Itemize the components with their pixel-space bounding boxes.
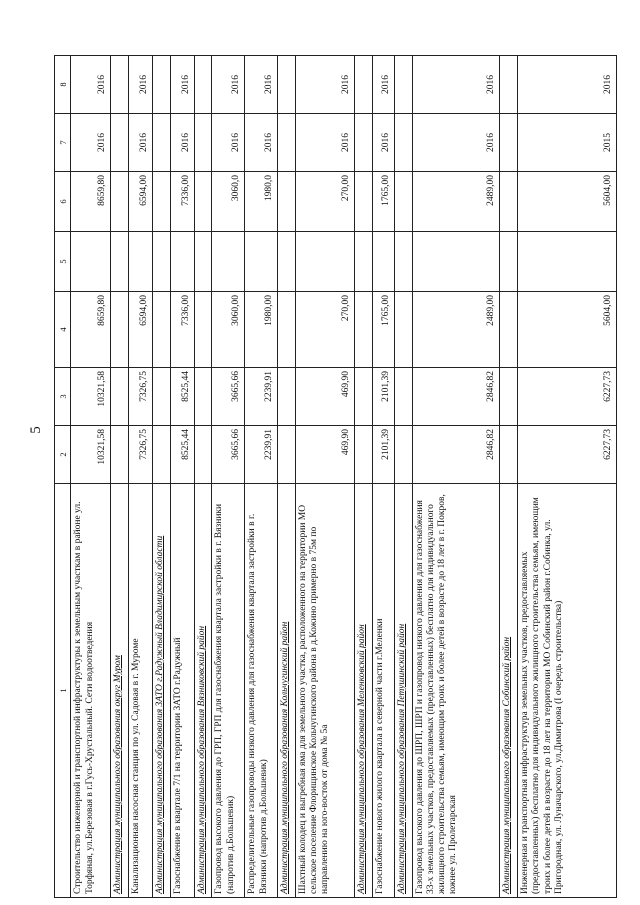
- empty-cell: [355, 56, 373, 114]
- amount-cell-c2: 7326,75: [128, 426, 152, 484]
- admin-section-row: [194, 56, 212, 898]
- empty-cell: [194, 368, 212, 426]
- amount-cell-c3: 10321,58: [71, 368, 110, 426]
- empty-cell: [110, 114, 128, 172]
- empty-cell: [110, 426, 128, 484]
- amount-cell-c3: 2239,91: [245, 368, 278, 426]
- empty-cell: [355, 114, 373, 172]
- empty-cell: [500, 172, 518, 232]
- amount-cell-c3: 2846,82: [412, 368, 500, 426]
- amount-cell-c3: 3665,66: [212, 368, 245, 426]
- empty-cell: [194, 232, 212, 292]
- year-cell-c7: 2016: [170, 114, 194, 172]
- empty-cell: [152, 56, 170, 114]
- empty-cell: [500, 368, 518, 426]
- year-cell-c7: 2016: [296, 114, 355, 172]
- empty-cell: [152, 114, 170, 172]
- project-title: Газоснабжение нового жилого квартала в северной части г.Меленки: [373, 484, 395, 898]
- project-title: Газопровод высокого давления до ГРП, ГРП для газоснабжения квартала застройки в г. Вязники (напротив д.Большевик): [212, 484, 245, 898]
- column-header-2: 2: [55, 426, 71, 484]
- empty-cell: [152, 292, 170, 368]
- empty-cell: [194, 56, 212, 114]
- amount-cell-c4: 1980,00: [245, 292, 278, 368]
- admin-section-row: [500, 56, 518, 898]
- amount-cell-c4: 3060,00: [212, 292, 245, 368]
- amount-cell-c6: 270,00: [296, 172, 355, 232]
- column-header-8: 8: [55, 56, 71, 114]
- amount-cell-c2: 8525,44: [170, 426, 194, 484]
- amount-cell-c2: 2101,39: [373, 426, 395, 484]
- amount-cell-c2: 6227,73: [518, 426, 617, 484]
- year-cell-c8: 2016: [212, 56, 245, 114]
- project-row: [212, 56, 245, 898]
- amount-cell-c4: 6594,00: [128, 292, 152, 368]
- amount-cell-c2: 10321,58: [71, 426, 110, 484]
- empty-cell: [355, 172, 373, 232]
- empty-cell: [194, 114, 212, 172]
- project-row: [518, 56, 617, 898]
- empty-cell: [110, 172, 128, 232]
- empty-cell: [394, 368, 412, 426]
- empty-cell: [278, 56, 296, 114]
- amount-cell-c5: [518, 232, 617, 292]
- empty-cell: [110, 56, 128, 114]
- amount-cell-c6: 1765,00: [373, 172, 395, 232]
- admin-section-title: Администрация муниципального образования Кольчугинский район: [278, 484, 296, 898]
- rotated-table-area: [54, 56, 617, 898]
- empty-cell: [194, 172, 212, 232]
- column-header-4: 4: [55, 292, 71, 368]
- column-header-1: 1: [55, 484, 71, 898]
- amount-cell-c5: [373, 232, 395, 292]
- column-header-5: 5: [55, 232, 71, 292]
- empty-cell: [500, 56, 518, 114]
- column-header-6: 6: [55, 172, 71, 232]
- amount-cell-c6: 6594,00: [128, 172, 152, 232]
- admin-section-row: [278, 56, 296, 898]
- year-cell-c8: 2016: [296, 56, 355, 114]
- year-cell-c7: 2016: [245, 114, 278, 172]
- admin-section-row: [355, 56, 373, 898]
- project-row: [296, 56, 355, 898]
- empty-cell: [152, 172, 170, 232]
- empty-cell: [278, 292, 296, 368]
- rotated-table-content: [54, 56, 617, 898]
- amount-cell-c5: [245, 232, 278, 292]
- amount-cell-c6: 2489,00: [412, 172, 500, 232]
- empty-cell: [152, 232, 170, 292]
- empty-cell: [394, 114, 412, 172]
- project-title: Канализационная насосная станция по ул. Садовая в г. Муроме: [128, 484, 152, 898]
- empty-cell: [152, 368, 170, 426]
- amount-cell-c3: 7326,75: [128, 368, 152, 426]
- admin-section-row: [394, 56, 412, 898]
- admin-section-title: Администрация муниципального образования округ Муром: [110, 484, 128, 898]
- admin-section-title: Администрация муниципального образования Собинский район: [500, 484, 518, 898]
- project-row: [245, 56, 278, 898]
- year-cell-c8: 2016: [71, 56, 110, 114]
- financing-table: [54, 55, 617, 898]
- amount-cell-c5: [212, 232, 245, 292]
- empty-cell: [394, 426, 412, 484]
- empty-cell: [394, 232, 412, 292]
- year-cell-c7: 2016: [128, 114, 152, 172]
- amount-cell-c6: 3060,0: [212, 172, 245, 232]
- empty-cell: [278, 172, 296, 232]
- empty-cell: [110, 292, 128, 368]
- project-title: Шахтный колодец и выгребная яма для земельного участка, расположенного на территории МО сельское поселение Флорищинское Кольчугинского района в д.Кожино примерно в 75м по направлению на юго-восток от дома № 5а: [296, 484, 355, 898]
- year-cell-c7: 2016: [412, 114, 500, 172]
- admin-section-title: Администрация муниципального образования Меленковский район: [355, 484, 373, 898]
- year-cell-c8: 2016: [170, 56, 194, 114]
- header-row: [55, 56, 71, 898]
- empty-cell: [355, 368, 373, 426]
- project-title: Распределительные газопроводы низкого давления для газоснабжения квартала застройки в г. Вязники (напротив д.Большевик): [245, 484, 278, 898]
- admin-section-row: [152, 56, 170, 898]
- page-number: 5: [28, 426, 44, 434]
- empty-cell: [500, 426, 518, 484]
- amount-cell-c4: 1765,00: [373, 292, 395, 368]
- amount-cell-c2: 469,90: [296, 426, 355, 484]
- empty-cell: [110, 368, 128, 426]
- project-row: [170, 56, 194, 898]
- amount-cell-c3: 6227,73: [518, 368, 617, 426]
- amount-cell-c4: 8659,80: [71, 292, 110, 368]
- amount-cell-c2: 2846,82: [412, 426, 500, 484]
- amount-cell-c2: 2239,91: [245, 426, 278, 484]
- amount-cell-c3: 8525,44: [170, 368, 194, 426]
- project-row: [128, 56, 152, 898]
- project-row: [71, 56, 110, 898]
- amount-cell-c5: [296, 232, 355, 292]
- amount-cell-c5: [170, 232, 194, 292]
- empty-cell: [278, 426, 296, 484]
- amount-cell-c6: 1980,0: [245, 172, 278, 232]
- project-title: Инженерная и транспортная инфраструктура земельных участков, предоставляемых (предоставленных) бесплатно для индивидуального жилищного строительства семьям, имеющим троих и более детей в возрасте до 18 лет на территории МО Собинский район г.Собинка, ул. Пригородная, ул. Луначарского, ул.Димитрова (I очередь строительства): [518, 484, 617, 898]
- admin-section-row: [110, 56, 128, 898]
- year-cell-c7: 2016: [71, 114, 110, 172]
- empty-cell: [278, 232, 296, 292]
- empty-cell: [500, 114, 518, 172]
- year-cell-c8: 2016: [412, 56, 500, 114]
- amount-cell-c3: 469,90: [296, 368, 355, 426]
- empty-cell: [394, 292, 412, 368]
- empty-cell: [500, 232, 518, 292]
- project-row: [373, 56, 395, 898]
- amount-cell-c6: 7336,00: [170, 172, 194, 232]
- amount-cell-c3: 2101,39: [373, 368, 395, 426]
- amount-cell-c4: 7336,00: [170, 292, 194, 368]
- year-cell-c7: 2016: [373, 114, 395, 172]
- amount-cell-c6: 5604,00: [518, 172, 617, 232]
- admin-section-title: Администрация муниципального образования ЗАТО г.Радужный Владимирской области: [152, 484, 170, 898]
- empty-cell: [355, 232, 373, 292]
- empty-cell: [394, 56, 412, 114]
- empty-cell: [355, 292, 373, 368]
- empty-cell: [278, 368, 296, 426]
- empty-cell: [194, 292, 212, 368]
- admin-section-title: Администрация муниципального образования Петушинский район: [394, 484, 412, 898]
- amount-cell-c5: [71, 232, 110, 292]
- amount-cell-c4: 270,00: [296, 292, 355, 368]
- empty-cell: [110, 232, 128, 292]
- empty-cell: [278, 114, 296, 172]
- empty-cell: [500, 292, 518, 368]
- column-header-7: 7: [55, 114, 71, 172]
- admin-section-title: Администрация муниципального образования Вязниковский район: [194, 484, 212, 898]
- year-cell-c8: 2016: [245, 56, 278, 114]
- empty-cell: [152, 426, 170, 484]
- empty-cell: [194, 426, 212, 484]
- empty-cell: [394, 172, 412, 232]
- project-title: Газоснабжение в квартале 7/1 на территории ЗАТО г.Радужный: [170, 484, 194, 898]
- year-cell-c7: 2015: [518, 114, 617, 172]
- project-row: [412, 56, 500, 898]
- year-cell-c7: 2016: [212, 114, 245, 172]
- column-header-3: 3: [55, 368, 71, 426]
- empty-cell: [355, 426, 373, 484]
- project-title: Газопровод высокого давления до ШРП, ШРП и газопровод низкого давления для газоснабжения 33-х земельных участков, предоставляемых (предоставленных) бесплатно для индивидуального жилищного строительства семьям, имеющим троих и более детей в возрасте до 18 лет в г. Покров, южнее ул. Пролетарская: [412, 484, 500, 898]
- table-body: [55, 56, 617, 898]
- year-cell-c8: 2016: [373, 56, 395, 114]
- amount-cell-c5: [128, 232, 152, 292]
- amount-cell-c4: 5604,00: [518, 292, 617, 368]
- amount-cell-c6: 8659,80: [71, 172, 110, 232]
- year-cell-c8: 2016: [128, 56, 152, 114]
- amount-cell-c4: 2489,00: [412, 292, 500, 368]
- amount-cell-c5: [412, 232, 500, 292]
- project-title: Строительство инженерной и транспортной инфраструктуры к земельным участкам в районе ул. Торфяная, ул.Березовая в г.Гусь-Хрустальный. Сети водоотведения: [71, 484, 110, 898]
- amount-cell-c2: 3665,66: [212, 426, 245, 484]
- year-cell-c8: 2016: [518, 56, 617, 114]
